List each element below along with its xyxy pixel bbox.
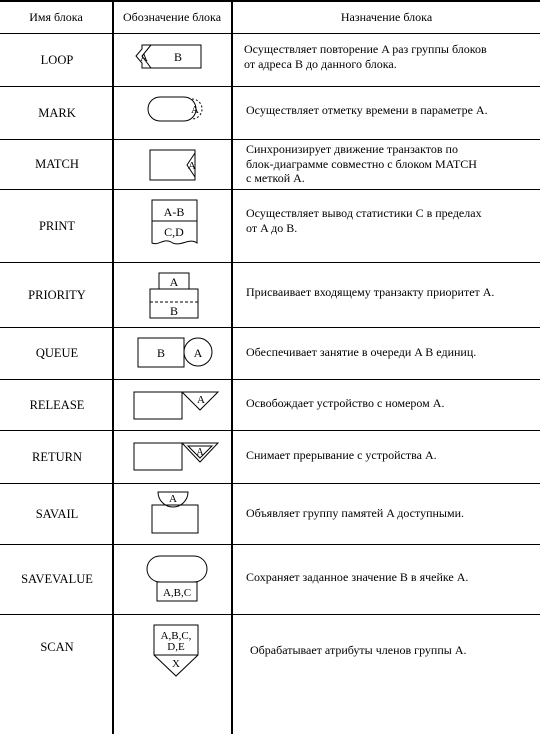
savail-symbol	[114, 484, 232, 544]
desc-line: Осуществляет повторение A раз группы блоков	[244, 42, 487, 56]
release-description	[246, 396, 444, 411]
match-symbol	[114, 140, 232, 189]
block-name-scan: SCAN	[40, 639, 74, 654]
return-description	[246, 448, 437, 463]
scan-symbol-x: X	[172, 658, 180, 670]
loop-description	[244, 42, 487, 71]
desc-line: от A до B.	[246, 220, 298, 235]
queue-symbol-a: A	[193, 346, 203, 360]
block-name-release: RELEASE	[29, 397, 85, 412]
desc-line: Обеспечивает занятие в очереди A B единиц.	[246, 345, 477, 359]
desc-line: Освобождает устройство с номером A.	[246, 396, 445, 410]
block-name-mark: MARK	[38, 105, 76, 120]
scan-symbol	[114, 615, 232, 685]
desc-line: Осуществляет отметку времени в параметре A.	[246, 103, 488, 117]
header-symbol: Обозначение блока	[122, 9, 222, 24]
priority-symbol-a: A	[169, 275, 179, 289]
savevalue-symbol	[114, 545, 232, 614]
desc-line: блок-диаграмме совместно с блоком MATCH	[246, 156, 477, 171]
print-description	[246, 206, 482, 235]
savail-description	[246, 506, 464, 521]
block-name-return: RETURN	[32, 449, 82, 464]
block-name-match: MATCH	[35, 157, 79, 171]
header-name: Имя блока	[29, 9, 83, 24]
desc-line: Объявляет группу памятей A доступными.	[246, 506, 464, 520]
desc-line: Обрабатывает атрибуты членов группы A.	[250, 643, 467, 657]
return-symbol-a: A	[196, 447, 204, 458]
desc-line: Сохраняет заданное значение B в ячейке A.	[246, 570, 469, 584]
mark-description	[246, 103, 488, 118]
scan-symbol-de: D,E	[167, 641, 185, 653]
block-name-loop: LOOP	[40, 52, 74, 67]
savevalue-description	[246, 570, 468, 585]
block-name-queue: QUEUE	[35, 346, 79, 360]
print-symbol-ab: A-B	[163, 205, 185, 219]
scan-description	[250, 643, 467, 658]
desc-line: с меткой A.	[246, 171, 305, 185]
queue-symbol	[114, 328, 232, 379]
savevalue-symbol-abc: A,B,C	[162, 587, 192, 599]
desc-line: Осуществляет вывод статистики C в пределах	[246, 206, 482, 220]
match-symbol-a: A	[188, 160, 196, 172]
loop-symbol-a: A	[140, 52, 148, 64]
block-name-print: PRINT	[38, 218, 76, 233]
priority-symbol	[114, 263, 232, 327]
mark-symbol-a: A	[191, 104, 199, 116]
desc-line: Снимает прерывание с устройства A.	[246, 448, 437, 462]
queue-symbol-b: B	[156, 346, 166, 360]
block-name-priority: PRIORITY	[28, 287, 86, 302]
print-symbol-cd: C,D	[164, 225, 184, 239]
release-symbol	[114, 380, 232, 430]
block-name-savail: SAVAIL	[35, 506, 79, 521]
mark-symbol	[114, 87, 232, 139]
header-purpose: Назначение блока	[340, 9, 433, 24]
scan-symbol-abc: A,B,C,	[160, 630, 192, 642]
loop-symbol-b: B	[173, 50, 183, 64]
loop-symbol	[114, 34, 232, 86]
print-symbol	[114, 190, 232, 262]
queue-description	[246, 345, 476, 360]
priority-description	[246, 285, 494, 300]
savail-symbol-a: A	[169, 493, 177, 505]
desc-line: Присваивает входящему транзакту приоритет A.	[246, 285, 495, 299]
return-symbol	[114, 431, 232, 483]
desc-line: от адреса B до данного блока.	[244, 56, 397, 71]
release-symbol-a: A	[197, 394, 205, 406]
priority-symbol-b: B	[169, 304, 179, 318]
desc-line: Синхронизирует движение транзактов по	[246, 142, 458, 156]
match-description	[246, 142, 477, 186]
block-name-savevalue: SAVEVALUE	[21, 572, 93, 586]
